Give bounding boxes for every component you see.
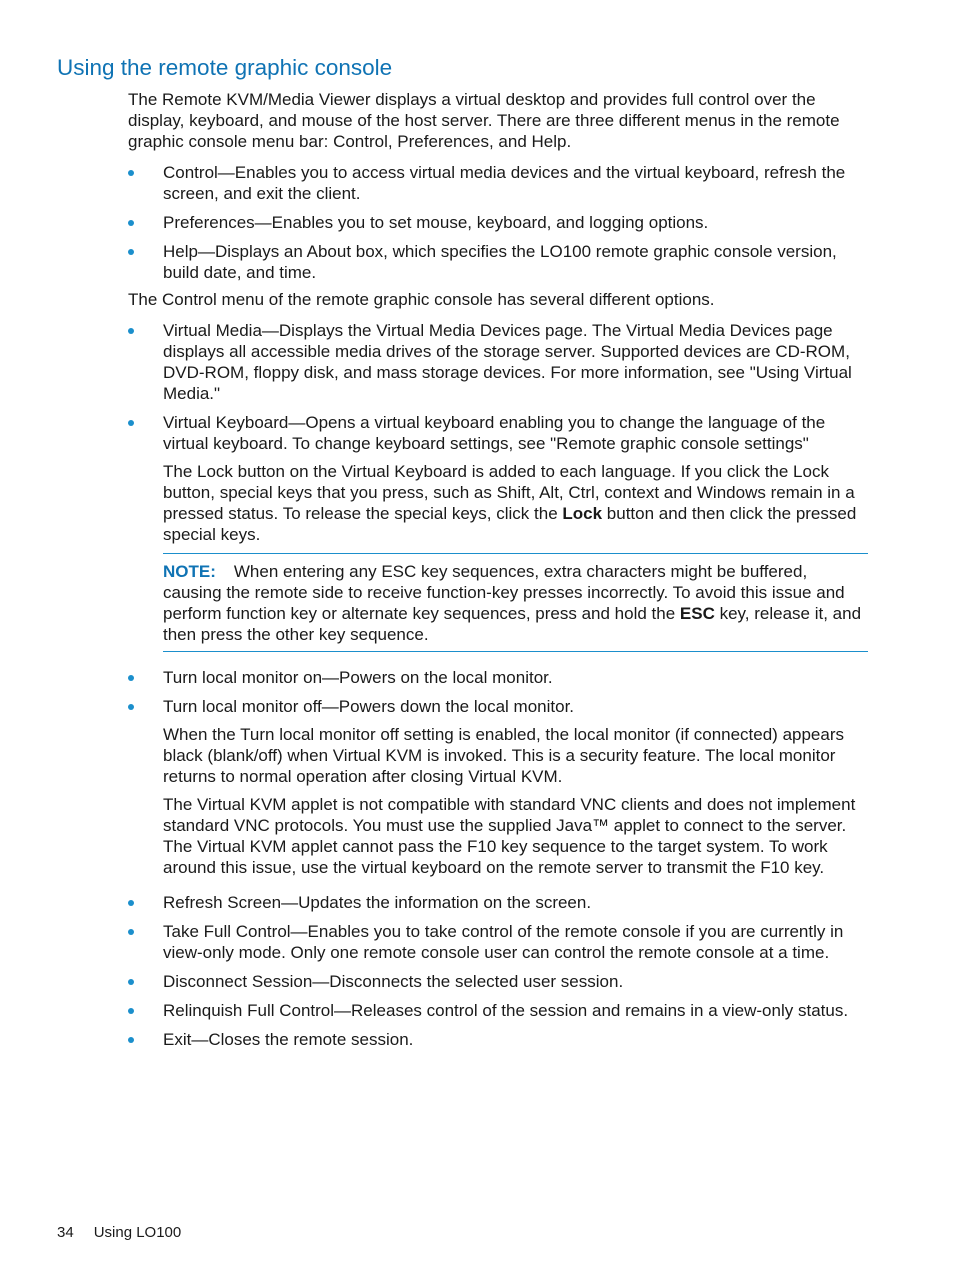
lock-keyword: Lock: [562, 504, 603, 523]
section-heading: Using the remote graphic console: [57, 55, 393, 80]
list-item-virtual-media: Virtual Media—Displays the Virtual Media Devices page. The Virtual Media Devices page displays all accessible media drives of the storage server. Supported devices are CD-ROM, DVD-ROM, floppy disk, and mass storage devices. For more information, see "Using Virtual Media.": [128, 320, 868, 404]
control-intro-paragraph: The Control menu of the remote graphic console has several different options.: [128, 290, 715, 309]
intro-paragraph: The Remote KVM/Media Viewer displays a virtual desktop and provides full control over the display, keyboard, and mouse of the host server. There are three different menus in the remote graphic console menu bar: Control, Preferences, and Help.: [128, 90, 840, 151]
vnc-paragraph: The Virtual KVM applet is not compatible with standard VNC clients and does not implement standard VNC protocols. You must use the supplied Java™ applet to connect to the server. The Virtual KVM applet cannot pass the F10 key sequence to the target system. To work around this issue, use the virtual keyboard on the remote server to transmit the F10 key.: [163, 795, 856, 877]
list-item-exit: Exit—Closes the remote session.: [128, 1029, 868, 1050]
control-options-list: [128, 320, 868, 652]
list-item-full-control: Take Full Control—Enables you to take control of the remote console if you are currently in view-only mode. Only one remote console user can control the remote console at a time.: [128, 921, 868, 963]
bullet-icon: [128, 979, 134, 985]
monitor-off-paragraph: When the Turn local monitor off setting is enabled, the local monitor (if connected) appears black (blank/off) when Virtual KVM is invoked. This is a security feature. The local monitor returns to normal operation after closing Virtual KVM.: [163, 725, 845, 786]
bullet-icon: [128, 675, 134, 681]
main-content: [128, 89, 868, 1058]
bullet-icon: [128, 1037, 134, 1043]
bullet-icon: [128, 220, 134, 226]
lock-paragraph: The Lock button on the Virtual Keyboard is added to each language. If you click the Lock button, special keys that you press, such as Shift, Alt, Ctrl, context and Windows remain in a pressed status. To release the special keys, click the Lock button and then click the pressed special keys.: [163, 462, 857, 544]
note-box: NOTE: When entering any ESC key sequences, extra characters might be buffered, causing the remote side to receive function-key presses incorrectly. To avoid this issue and perform function key or alternate key sequences, press and hold the ESC key, release it, and then press the other key sequence.: [163, 553, 868, 652]
esc-keyword: ESC: [679, 604, 715, 623]
bullet-icon: [128, 420, 134, 426]
list-item-refresh: Refresh Screen—Updates the information on the screen.: [128, 892, 868, 913]
bullet-icon: [128, 1008, 134, 1014]
bullet-icon: [128, 929, 134, 935]
bullet-icon: [128, 900, 134, 906]
list-item-virtual-keyboard: Virtual Keyboard—Opens a virtual keyboard enabling you to change the language of the virtual keyboard. To change keyboard settings, see "Remote graphic console settings" The Lock button on the Virtual Keyboard is added to each language. If you click the Lock button, special keys that you press, such as Shift, Alt, Ctrl, context and Windows remain in a pressed status. To release the special keys, click the Lock button and then click the pressed special keys. NOTE: When entering any ESC key sequences, extra characters might be buffered, causing the remote side to receive function-key presses incorrectly. To avoid this issue and perform function key or alternate key sequences, press and hold the ESC key, release it, and then press the other key sequence.: [128, 412, 868, 652]
monitor-options-list: [128, 667, 868, 878]
list-item-monitor-on: Turn local monitor on—Powers on the local monitor.: [128, 667, 868, 688]
bullet-icon: [128, 170, 134, 176]
page-number: 34: [57, 1224, 74, 1241]
list-item: Help—Displays an About box, which specifies the LO100 remote graphic console version, build date, and time.: [128, 241, 868, 283]
list-item: Preferences—Enables you to set mouse, keyboard, and logging options.: [128, 212, 868, 233]
bullet-icon: [128, 249, 134, 255]
note-label: NOTE:: [163, 562, 216, 581]
session-options-list: [128, 892, 868, 1050]
list-item: Control—Enables you to access virtual media devices and the virtual keyboard, refresh the screen, and exit the client.: [128, 162, 868, 204]
list-item-monitor-off: Turn local monitor off—Powers down the local monitor. When the Turn local monitor off setting is enabled, the local monitor (if connected) appears black (blank/off) when Virtual KVM is invoked. This is a security feature. The local monitor returns to normal operation after closing Virtual KVM. The Virtual KVM applet is not compatible with standard VNC clients and does not implement standard VNC protocols. You must use the supplied Java™ applet to connect to the server. The Virtual KVM applet cannot pass the F10 key sequence to the target system. To work around this issue, use the virtual keyboard on the remote server to transmit the F10 key.: [128, 696, 868, 878]
footer-section-title: Using LO100: [93, 1224, 182, 1241]
bullet-icon: [128, 328, 134, 334]
bullet-icon: [128, 704, 134, 710]
menu-list: [128, 162, 868, 283]
list-item-disconnect: Disconnect Session—Disconnects the selected user session.: [128, 971, 868, 992]
list-item-relinquish: Relinquish Full Control—Releases control of the session and remains in a view-only status.: [128, 1000, 868, 1021]
page-footer: [57, 1222, 181, 1243]
